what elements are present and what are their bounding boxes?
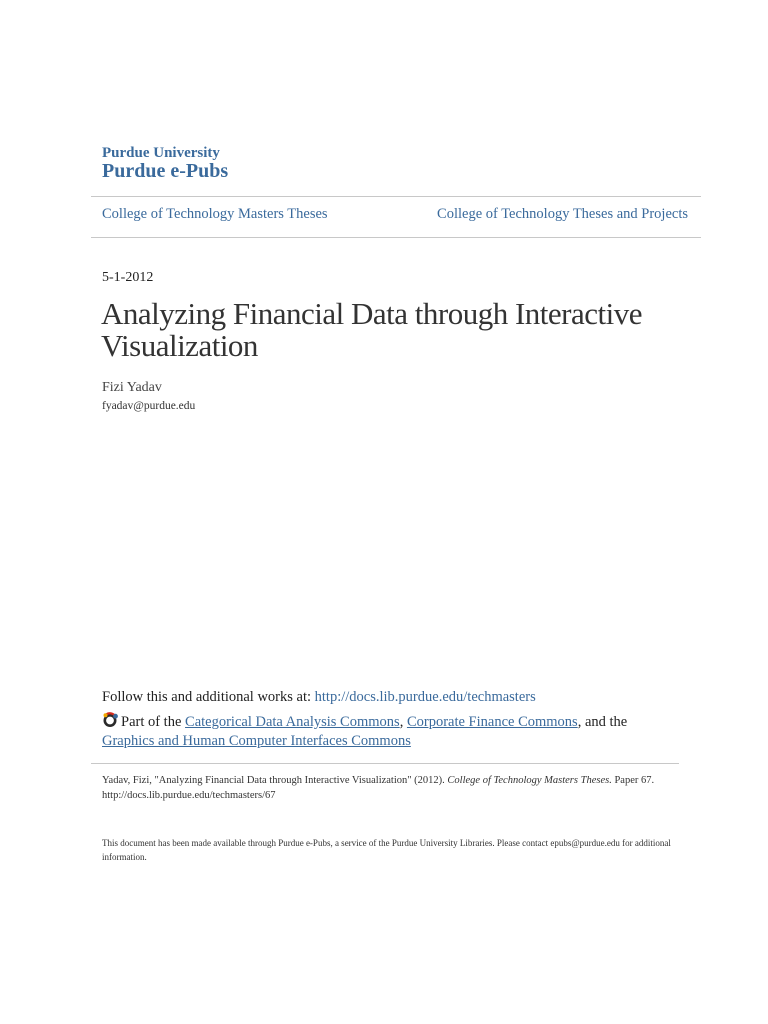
citation-text: Yadav, Fizi, "Analyzing Financial Data through Interactive Visualization" (2012). bbox=[102, 775, 448, 786]
author-name: Fizi Yadav bbox=[102, 380, 162, 395]
citation-block bbox=[102, 773, 682, 803]
publication-date: 5-1-2012 bbox=[102, 270, 154, 285]
author-email: fyadav@purdue.edu bbox=[102, 400, 196, 412]
network-icon bbox=[102, 712, 119, 728]
commons-link-corporate-finance[interactable]: Corporate Finance Commons bbox=[406, 714, 578, 730]
part-of-conjunction: , and the bbox=[577, 714, 628, 730]
document-title: Analyzing Financial Data through Interactive Visualization bbox=[101, 296, 642, 363]
commons-link-categorical-data[interactable]: Categorical Data Analysis Commons bbox=[185, 714, 400, 730]
follow-line bbox=[102, 689, 536, 706]
part-of-line bbox=[102, 712, 702, 751]
availability-notice: This document has been made available through Purdue e-Pubs, a service of the Purdue University Libraries. Please contact epubs@purdue.edu for additional information. bbox=[102, 838, 671, 862]
follow-label: Follow this and additional works at: bbox=[102, 689, 315, 705]
citation-series: College of Technology Masters Theses. bbox=[447, 775, 612, 786]
commons-link-graphics-hci[interactable]: Graphics and Human Computer Interfaces Commons bbox=[102, 733, 411, 749]
divider bbox=[91, 237, 701, 238]
collection-link-theses-projects[interactable]: College of Technology Theses and Projects bbox=[437, 206, 688, 222]
divider bbox=[91, 763, 679, 764]
divider bbox=[91, 196, 701, 197]
collection-link-masters-theses[interactable]: College of Technology Masters Theses bbox=[102, 206, 328, 222]
institution-name: Purdue University bbox=[102, 145, 220, 161]
citation-paper: Paper 67. bbox=[611, 775, 655, 786]
part-of-separator: , bbox=[399, 714, 407, 730]
repository-link[interactable]: Purdue e-Pubs bbox=[102, 160, 229, 182]
follow-url-link[interactable]: http://docs.lib.purdue.edu/techmasters bbox=[314, 689, 536, 705]
part-of-prefix: Part of the bbox=[121, 714, 186, 730]
citation-url[interactable]: http://docs.lib.purdue.edu/techmasters/67 bbox=[102, 790, 276, 801]
